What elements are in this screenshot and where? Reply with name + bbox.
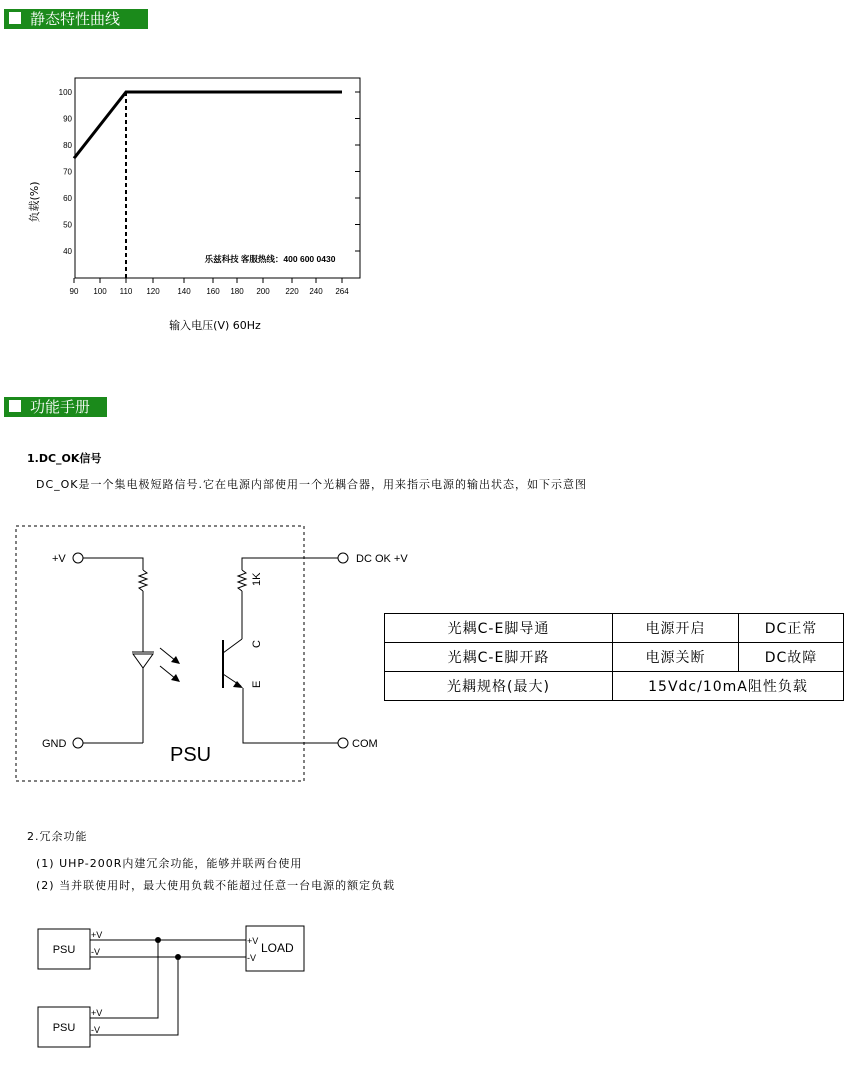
x-tick-label: 200: [256, 287, 270, 296]
dcok-heading: 1.DC_OK信号: [27, 452, 102, 465]
chart-frame: [75, 78, 360, 278]
led-icon: [133, 654, 153, 668]
redundancy-line-1: (1) UHP-200R内建冗余功能，能够并联两台使用: [36, 857, 303, 870]
table-row: [385, 672, 844, 701]
dc-ok-terminal: [338, 553, 348, 563]
wire: [83, 558, 143, 570]
emitter-label: E: [251, 680, 263, 688]
y-tick-label: 100: [58, 88, 72, 97]
x-tick-label: 264: [335, 287, 349, 296]
psu-label: PSU: [52, 944, 76, 956]
resistor-left: [139, 570, 147, 591]
section-title: 静态特性曲线: [30, 10, 121, 28]
table-cell: 电源开启: [613, 614, 739, 643]
wire: [90, 940, 158, 1018]
psu-label: PSU: [52, 1022, 76, 1034]
x-tick-label: 100: [93, 287, 107, 296]
chart-y-label: 负载(%): [28, 181, 41, 223]
transistor-collector: [223, 639, 242, 653]
y-tick-label: 60: [63, 194, 72, 203]
light-arrow-head: [171, 674, 180, 682]
gnd-terminal: [73, 738, 83, 748]
load-label: LOAD: [261, 941, 294, 955]
plus-v-label: +V: [52, 553, 66, 565]
chart-x-label: 输入电压(V) 60Hz: [169, 319, 261, 332]
junction-dot: [155, 937, 161, 943]
light-arrow-head: [171, 656, 180, 664]
plus-v-label: +V: [91, 930, 103, 940]
x-tick-label: 160: [206, 287, 220, 296]
y-tick-label: 70: [63, 167, 72, 177]
minus-v-label: -V: [91, 947, 100, 957]
table-cell: DC正常: [739, 614, 844, 643]
redundancy-diagram: [0, 915, 330, 1055]
chart-annotation: 乐兹科技 客服热线：400 600 0430: [204, 254, 336, 264]
x-tick-label: 120: [146, 287, 160, 296]
section-header-static-curve: [4, 9, 148, 29]
section-header-function-manual: [4, 397, 107, 417]
dcok-schematic: [0, 520, 420, 790]
table-cell: 15Vdc/10mA阻性负载: [613, 672, 844, 701]
y-tick-label: 90: [63, 114, 72, 124]
table-cell: 光耦规格(最大): [385, 672, 613, 701]
square-bullet-icon: [9, 12, 21, 24]
dcok-description: DC_OK是一个集电极短路信号.它在电源内部使用一个光耦合器，用来指示电源的输出状态，如下示意图: [36, 478, 588, 491]
y-tick-label: 50: [63, 220, 72, 230]
table-row: [385, 643, 844, 672]
redundancy-heading: 2.冗余功能: [27, 830, 88, 843]
table-cell: 光耦C-E脚开路: [385, 643, 613, 672]
plus-v-label: +V: [91, 1008, 103, 1018]
load-minus-v-label: -V: [247, 953, 256, 963]
x-tick-label: 180: [230, 287, 244, 296]
y-tick-label: 80: [63, 141, 72, 150]
load-plus-v-label: +V: [247, 936, 259, 946]
junction-dot: [175, 954, 181, 960]
resistor-label: 1K: [251, 572, 263, 586]
wire: [90, 957, 178, 1035]
collector-label: C: [251, 640, 263, 648]
dc-ok-label: DC OK +V: [356, 553, 408, 565]
table-cell: DC故障: [739, 643, 844, 672]
wire: [243, 688, 338, 743]
gnd-label: GND: [42, 738, 67, 750]
table-row: [385, 614, 844, 643]
dcok-status-table: [384, 613, 844, 701]
x-tick-label: 110: [119, 287, 133, 296]
redundancy-line-2: (2) 当并联使用时，最大使用负载不能超过任意一台电源的额定负载: [36, 879, 396, 892]
x-tick-label: 140: [177, 287, 191, 296]
x-tick-label: 240: [309, 287, 323, 296]
wire: [242, 558, 338, 570]
psu-label: PSU: [170, 744, 212, 766]
table-cell: 电源关断: [613, 643, 739, 672]
x-tick-label: 220: [285, 287, 299, 296]
resistor-1k: [238, 570, 246, 591]
y-tick-label: 40: [63, 247, 72, 256]
table-cell: 光耦C-E脚导通: [385, 614, 613, 643]
plus-v-terminal: [73, 553, 83, 563]
com-terminal: [338, 738, 348, 748]
x-tick-label: 90: [69, 287, 79, 296]
square-bullet-icon: [9, 400, 21, 412]
com-label: COM: [352, 738, 378, 750]
load-curve-line: [74, 92, 342, 158]
load-curve-chart: [20, 70, 380, 340]
minus-v-label: -V: [91, 1025, 100, 1035]
section-title: 功能手册: [30, 398, 91, 416]
